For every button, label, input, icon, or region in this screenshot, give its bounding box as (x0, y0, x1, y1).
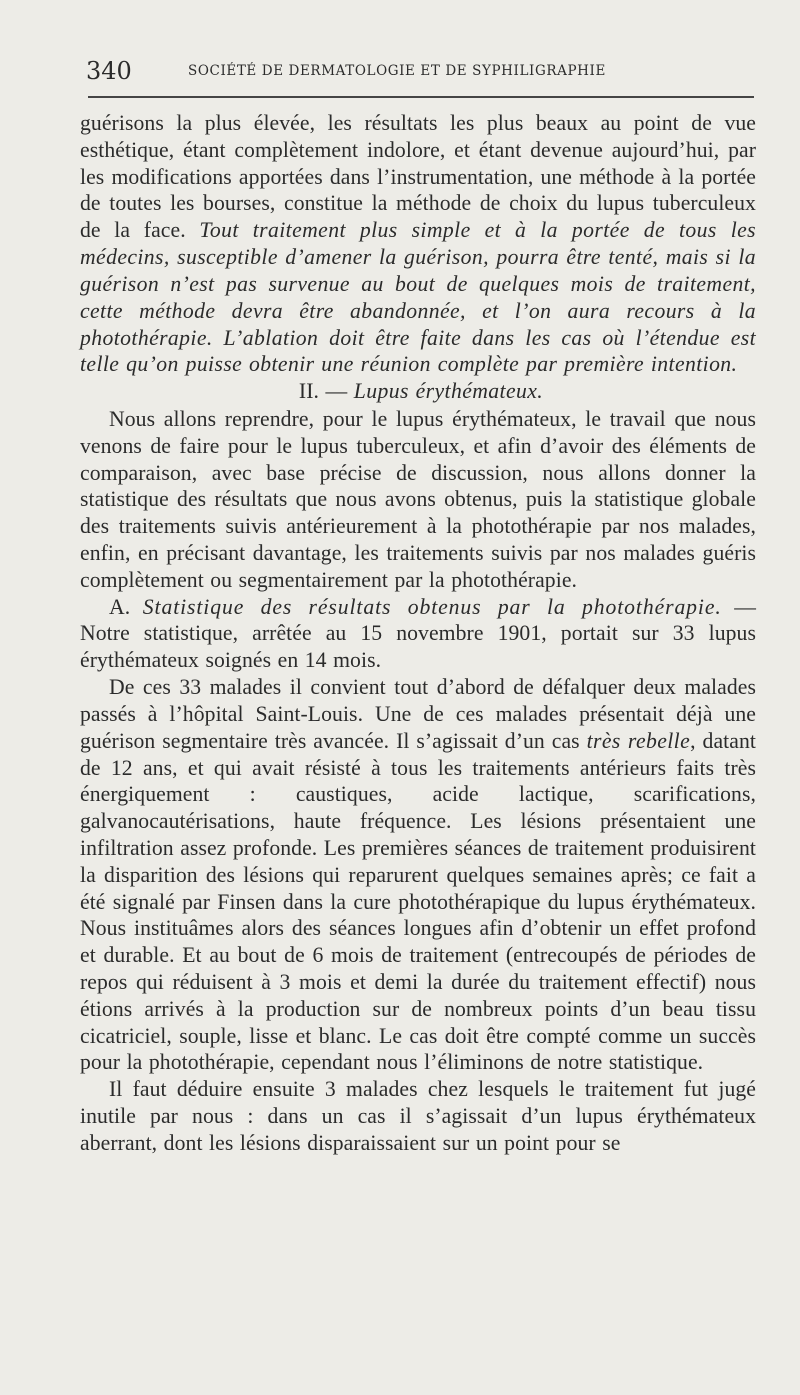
paragraph-text: De ces 33 malades il convient tout d’abord de défalquer deux malades passés à l’hôpital Saint-Louis. Une de ces malades présentait déjà une guérison segmentaire très avancée. Il s’agissait d’un cas (80, 675, 756, 753)
section-number: II. — (298, 379, 354, 404)
paragraph-introduction: Nous allons reprendre, pour le lupus érythémateux, le travail que nous venons de faire pour le lupus tuberculeux, et afin d’avoir des éléments de comparaison, avec base précise de discussion, nous allons donner la statistique des résultats que nous avons obtenus, puis la statistique globale des traitements suivis antérieurement à la photothérapie par nos malades, enfin, en précisant davantage, les traitements suivis par nos malades guéris complètement ou segmentairement par la photothérapie. (80, 406, 756, 592)
paragraph-text: — Notre statistique, arrêtée au 15 novembre 1901, portait sur 33 lupus érythémateux soignés en 14 mois. (80, 594, 756, 673)
running-head: SOCIÉTÉ DE DERMATOLOGIE ET DE SYPHILIGRAPHIE (188, 63, 606, 79)
body-text (80, 110, 756, 1157)
paragraph-conclusion-tuberculous-lupus (80, 110, 756, 378)
header-rule (88, 96, 754, 98)
page-header (86, 56, 750, 86)
emphasized-recommendation: Tout traitement plus simple et à la portée de tous les médecins, susceptible d’amener la guérison, pourra être tenté, mais si la guérison n’est pas survenue au bout de quelques mois de traitement, cette méthode devra être abandonnée, et l’on aura recours à la photothérapie. L’ablation doit être faite dans les cas où l’étendue est telle qu’on puisse obtenir une réunion complète par première intention. (80, 218, 756, 377)
page-number: 340 (86, 57, 132, 85)
subsection-title: Statistique des résultats obtenus par la photothérapie. (142, 594, 722, 619)
section-heading (80, 378, 756, 405)
paragraph-deduction: Il faut déduire ensuite 3 malades chez lesquels le traitement fut jugé inutile par nous : dans un cas il s’agissait d’un lupus érythémateux aberrant, dont les lésions disparaissaient sur un point pour se (80, 1077, 756, 1155)
paragraph-case-details (80, 674, 756, 1076)
section-title: Lupus érythémateux. (353, 379, 544, 404)
paragraph-text: guérisons la plus élevée, les résultats les plus beaux au point de vue esthétique, étant complètement indolore, et étant devenue aujourd’hui, par les modifications apportées dans l’instrumentation, une méthode à la portée de toutes les bourses, constitue la méthode de choix du lupus tuberculeux de la face. (80, 111, 756, 243)
paragraph-text: , datant de 12 ans, et qui avait résisté à tous les traitements antérieurs faits très énergiquement : caustiques, acide lactique, scarifications, galvanocautérisations, haute fréquence. Les lésions présentaient une infiltration assez profonde. Les premières séances de traitement produisirent la disparition des lésions qui reparurent quelques semaines après; ce fait a été signalé par Finsen dans la cure photothérapique du lupus érythémateux. Nous instituâmes alors des séances longues afin d’obtenir un effet profond et durable. Et au bout de 6 mois de traitement (entrecoupés de périodes de repos qui réduisent à 3 mois et demi la durée du traitement effectif) nous étions arrivés à la production sur de nombreux points d’un beau tissu cicatriciel, souple, lisse et blanc. Le cas doit être compté comme un succès pour la photothérapie, cependant nous l’éliminons de notre statistique. (80, 728, 756, 1075)
subsection-label: A. (109, 594, 143, 619)
paragraph-statistics-heading (80, 594, 756, 674)
emphasized-case-descriptor: très rebelle (586, 728, 691, 753)
